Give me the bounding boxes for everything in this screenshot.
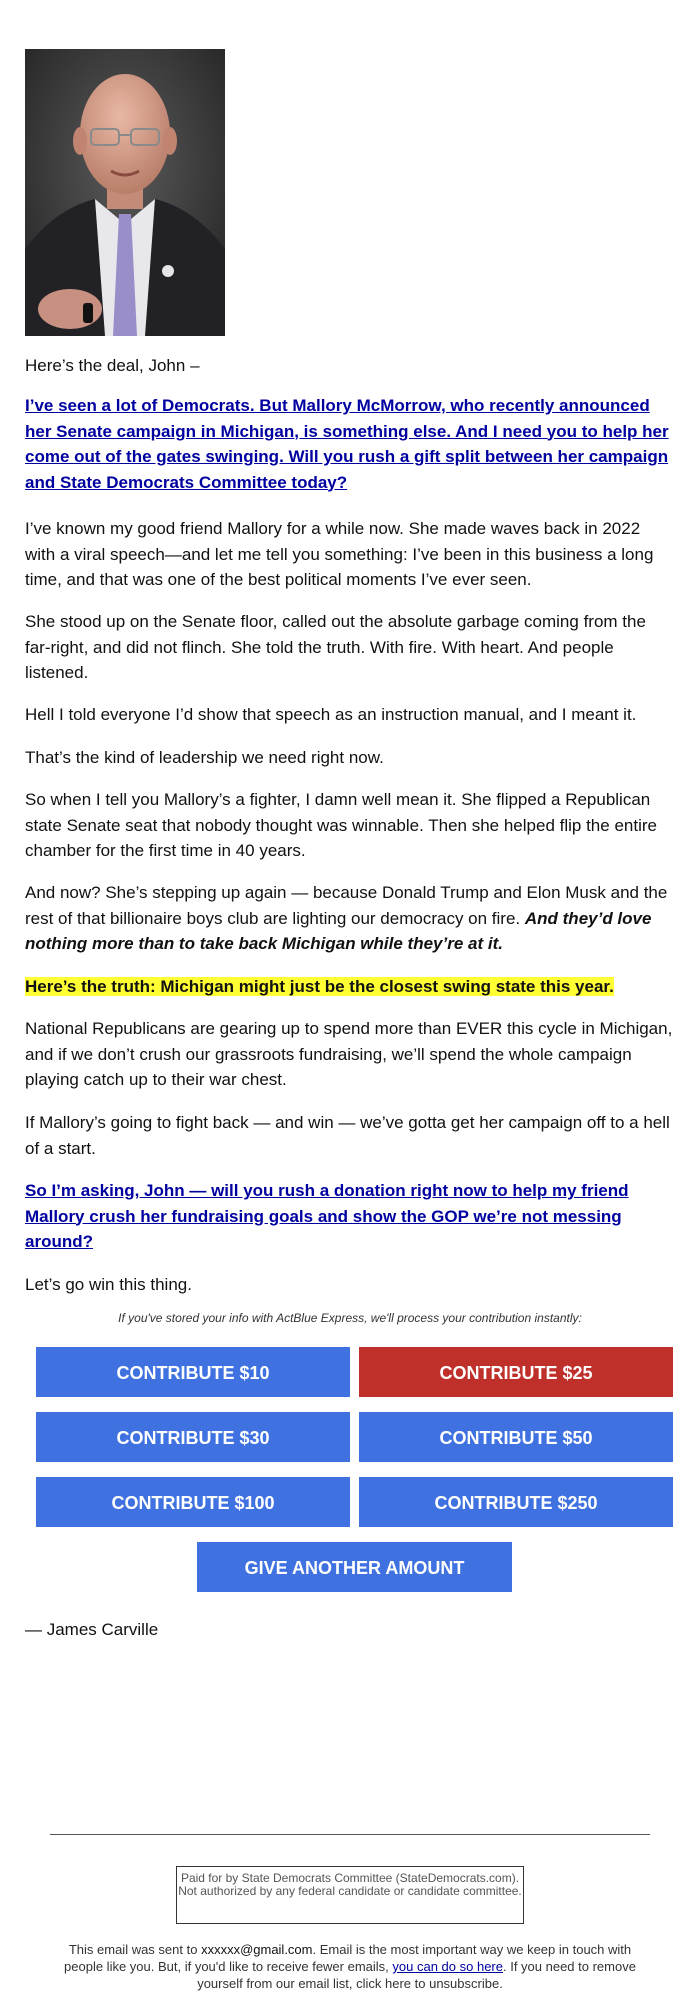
greeting: Here’s the deal, John – [25, 356, 200, 375]
fewer-emails-link[interactable]: you can do so here [392, 1959, 503, 1974]
footer-text-2: . Email is the most important way we keep in touch with people like you. But, if you'd like to receive fewer emails, [64, 1942, 632, 1974]
paragraph-speech: Hell I told everyone I’d show that speech as an instruction manual, and I meant it. [25, 705, 637, 724]
contribute-100-button[interactable]: CONTRIBUTE $100 [36, 1477, 350, 1527]
donate-link-ask[interactable]: So I’m asking, John — will you rush a donation right now to help my friend Mallory crush her fundraising goals and show the GOP we’re not messing around? [25, 1181, 629, 1251]
footer-divider [50, 1834, 650, 1835]
paid-for-by-box: Paid for by State Democrats Committee (StateDemocrats.com). Not authorized by any federal candidate or candidate committee. [176, 1866, 524, 1924]
paragraph-friendship: I’ve known my good friend Mallory for a while now. She made waves back in 2022 with a viral speech—and let me tell you something: I’ve been in this business a long time, and that was one of the best political moments I’ve ever seen. [25, 519, 654, 589]
paragraph-senate-floor: She stood up on the Senate floor, called out the absolute garbage coming from the far-right, and did not flinch. She told the truth. With fire. With heart. And people listened. [25, 612, 646, 682]
contribute-250-button[interactable]: CONTRIBUTE $250 [359, 1477, 673, 1527]
contribute-10-button[interactable]: CONTRIBUTE $10 [36, 1347, 350, 1397]
ask-paragraph [25, 1178, 675, 1255]
contribute-50-button[interactable]: CONTRIBUTE $50 [359, 1412, 673, 1462]
recipient-email: xxxxxx@gmail.com [201, 1942, 313, 1957]
paragraph-go-win: Let’s go win this thing. [25, 1275, 192, 1294]
highlighted-truth: Here’s the truth: Michigan might just be the closest swing state this year. [25, 977, 614, 996]
give-another-amount-button[interactable]: GIVE ANOTHER AMOUNT [197, 1542, 512, 1592]
sender-photo [25, 49, 225, 336]
paragraph-fight-back: If Mallory’s going to fight back — and win — we’ve gotta get her campaign off to a hell of a start. [25, 1113, 670, 1158]
footer-text-1: This email was sent to [68, 1942, 202, 1957]
email-footer [50, 1941, 650, 1992]
footer-text-3: . If you need to remove yourself from our email list, click here to unsubscribe. [197, 1959, 636, 1991]
stepping-up-text: And now? She’s stepping up again — because Donald Trump and Elon Musk and the rest of that billionaire boys club are lighting our democracy on fire. [25, 883, 668, 928]
paragraph-stepping-up [25, 880, 675, 957]
contribute-25-button[interactable]: CONTRIBUTE $25 [359, 1347, 673, 1397]
paragraph-truth [25, 974, 675, 1000]
contribute-30-button[interactable]: CONTRIBUTE $30 [36, 1412, 350, 1462]
paragraph-republicans: National Republicans are gearing up to spend more than EVER this cycle in Michigan, and if we don’t crush our grassroots fundraising, we’ll spend the whole campaign playing catch up to their war chest. [25, 1019, 673, 1089]
intro-paragraph [25, 393, 675, 495]
donate-link-intro[interactable]: I’ve seen a lot of Democrats. But Mallory McMorrow, who recently announced her Senate campaign in Michigan, is something else. And I need you to help her come out of the gates swinging. Will you rush a gift split between her campaign and State Democrats Committee today? [25, 396, 669, 492]
signature: — James Carville [25, 1620, 159, 1639]
paragraph-fighter: So when I tell you Mallory’s a fighter, I damn well mean it. She flipped a Republican state Senate seat that nobody thought was winnable. Then she helped flip the entire chamber for the first time in 40 years. [25, 790, 657, 860]
portrait-image [25, 49, 225, 336]
stepping-up-emphasis: And they’d love nothing more than to take back Michigan while they’re at it. [25, 908, 652, 953]
paragraph-leadership: That’s the kind of leadership we need right now. [25, 748, 384, 767]
actblue-express-note: If you've stored your info with ActBlue Express, we'll process your contribution instantly: [118, 1311, 582, 1325]
